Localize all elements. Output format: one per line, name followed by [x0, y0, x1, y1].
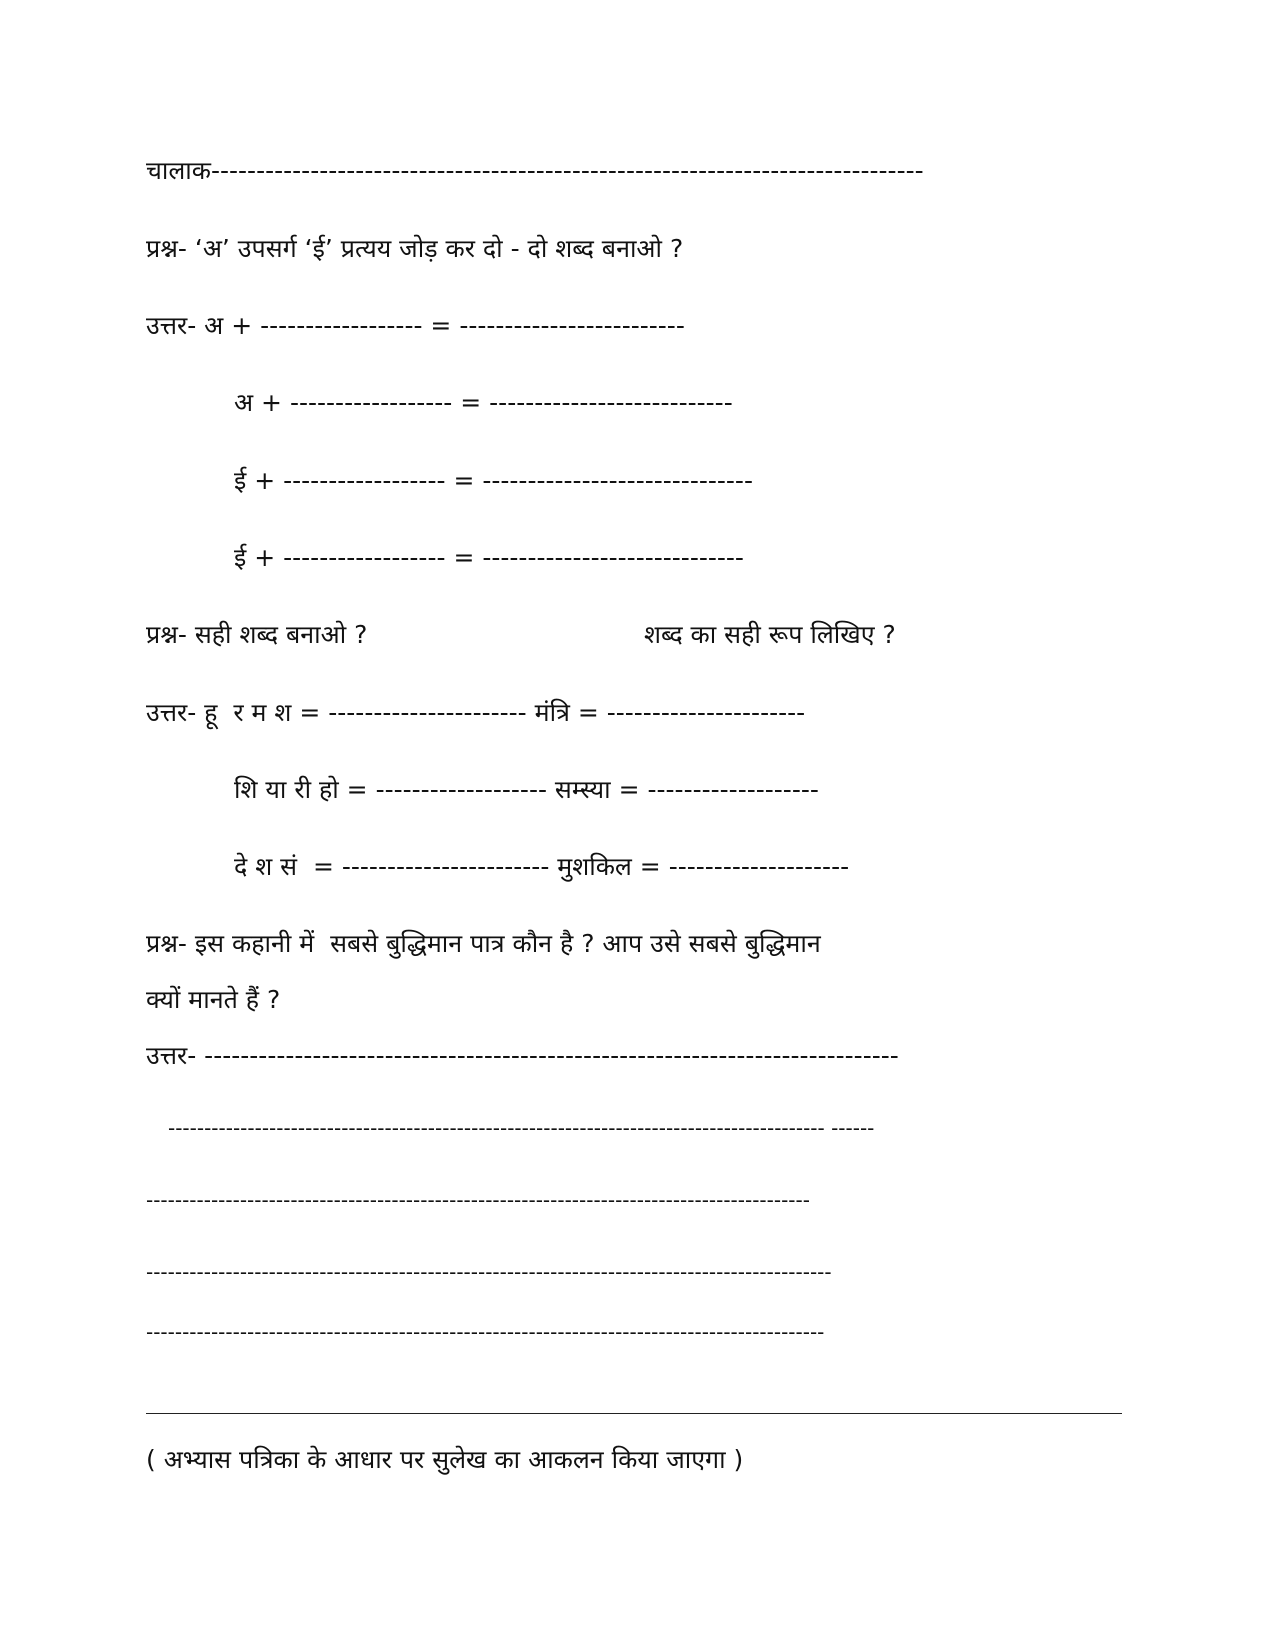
- answer-writing-line-4: -----------------------------------------------------------------------------------------------: [146, 1260, 832, 1284]
- answer-line-2: अ + ------------------ = ---------------------------: [234, 388, 733, 417]
- answer-writing-line-2: ------------------------------------------------------------------------------------------- ------: [168, 1116, 875, 1140]
- question-correct-form: शब्द का सही रूप लिखिए ?: [644, 620, 896, 649]
- word-answer-2: शि या री हो = ------------------- सम्स्या = -------------------: [234, 775, 819, 804]
- answer-line-4: ई + ------------------ = -----------------------------: [234, 543, 744, 572]
- word-chalak-blank: चालाक-------------------------------------------------------------------------------: [146, 156, 924, 185]
- question-wise-character: प्रश्न- इस कहानी में सबसे बुद्धिमान पात्र कौन है ? आप उसे सबसे बुद्धिमान: [146, 929, 821, 958]
- answer-writing-line-1: उत्तर- -----------------------------------------------------------------------------: [146, 1041, 899, 1070]
- answer-writing-line-3: --------------------------------------------------------------------------------------------: [146, 1188, 810, 1212]
- word-answer-3: दे श सं = ----------------------- मुशकिल = --------------------: [234, 852, 850, 881]
- question-correct-word: प्रश्न- सही शब्द बनाओ ?: [146, 620, 368, 649]
- footer-note: ( अभ्यास पत्रिका के आधार पर सुलेख का आकलन किया जाएगा ): [146, 1445, 744, 1474]
- horizontal-rule: [146, 1413, 1122, 1414]
- answer-line-1: उत्तर- अ + ------------------ = -------------------------: [146, 311, 685, 340]
- word-answer-1: उत्तर- हू र म श = ---------------------- मंत्रि = ----------------------: [146, 698, 806, 727]
- answer-writing-line-5: ----------------------------------------------------------------------------------------------: [146, 1320, 825, 1344]
- answer-line-3: ई + ------------------ = ------------------------------: [234, 466, 753, 495]
- question-wise-character-cont: क्यों मानते हैं ?: [146, 985, 281, 1014]
- question-prefix-suffix: प्रश्न- ‘अ’ उपसर्ग ‘ई’ प्रत्यय जोड़ कर दो - दो शब्द बनाओ ?: [146, 234, 684, 263]
